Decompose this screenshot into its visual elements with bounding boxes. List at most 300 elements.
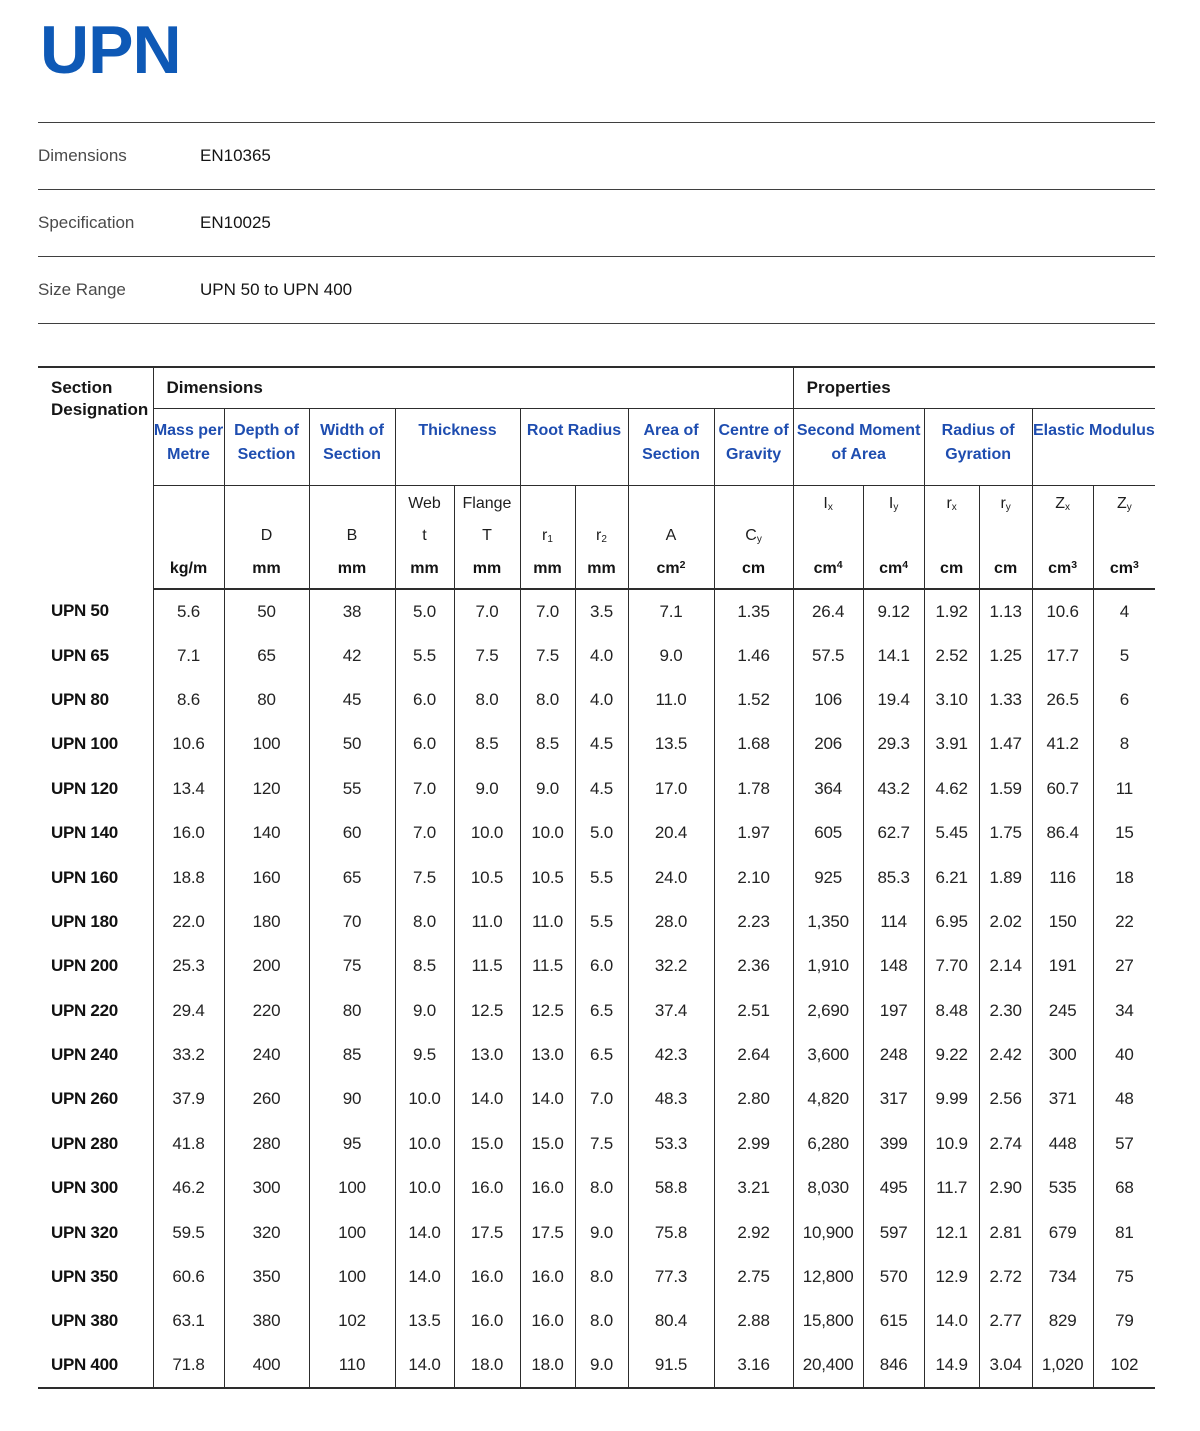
value-cell: 17.7 (1032, 633, 1093, 677)
value-cell: 28.0 (628, 900, 714, 944)
value-cell: 679 (1032, 1210, 1093, 1254)
value-cell: 7.0 (454, 589, 520, 633)
column-unit: mm (410, 560, 439, 577)
table-subheader-row (38, 408, 1155, 485)
value-cell: 7.70 (924, 944, 979, 988)
value-cell: 7.5 (520, 633, 575, 677)
value-cell: 280 (224, 1122, 309, 1166)
value-cell: 20,400 (793, 1344, 863, 1388)
value-cell: 11.5 (454, 944, 520, 988)
value-cell: 1.59 (979, 767, 1032, 811)
section-designation-cell: UPN 140 (38, 811, 153, 855)
column-top-label: Web (408, 494, 441, 512)
value-cell: 1.97 (714, 811, 793, 855)
value-cell: 114 (863, 900, 924, 944)
value-cell: 85 (309, 1033, 395, 1077)
table-row (38, 1255, 1155, 1299)
section-designation-cell: UPN 320 (38, 1210, 153, 1254)
value-cell: 300 (1032, 1033, 1093, 1077)
value-cell: 4.5 (575, 767, 628, 811)
value-cell: 70 (309, 900, 395, 944)
table-row (38, 944, 1155, 988)
subheader-radius-of-gyration: Radius of Gyration (924, 408, 1032, 485)
value-cell: 2.88 (714, 1299, 793, 1343)
value-cell: 14.0 (924, 1299, 979, 1343)
value-cell: 14.0 (395, 1255, 454, 1299)
value-cell: 9.12 (863, 589, 924, 633)
subheader-thickness: Thickness (395, 408, 520, 485)
table-row (38, 855, 1155, 899)
value-cell: 6.95 (924, 900, 979, 944)
value-cell: 2.30 (979, 989, 1032, 1033)
value-cell: 2.64 (714, 1033, 793, 1077)
column-top-label (521, 486, 575, 522)
column-symbol: r 2 (596, 527, 607, 545)
value-cell: 43.2 (863, 767, 924, 811)
value-cell: 14.0 (395, 1344, 454, 1388)
value-cell: 12.9 (924, 1255, 979, 1299)
value-cell: 18.8 (153, 855, 224, 899)
column-unit: cm (994, 560, 1018, 577)
column-unit: cm 3 (1109, 559, 1139, 577)
column-symbol: B (346, 527, 358, 544)
value-cell: 91.5 (628, 1344, 714, 1388)
table-body (38, 589, 1155, 1388)
value-cell: 81 (1093, 1210, 1155, 1254)
value-cell: 65 (224, 633, 309, 677)
section-designation-cell: UPN 180 (38, 900, 153, 944)
column-unit: cm 4 (879, 559, 909, 577)
value-cell: 71.8 (153, 1344, 224, 1388)
value-cell: 7.5 (395, 855, 454, 899)
value-cell: 2.51 (714, 989, 793, 1033)
value-cell: 8.0 (575, 1299, 628, 1343)
value-cell: 2.52 (924, 633, 979, 677)
value-cell: 60.6 (153, 1255, 224, 1299)
value-cell: 62.7 (863, 811, 924, 855)
value-cell: 9.0 (395, 989, 454, 1033)
value-cell: 15.0 (454, 1122, 520, 1166)
value-cell: 200 (224, 944, 309, 988)
value-cell: 2.02 (979, 900, 1032, 944)
value-cell: 10.0 (520, 811, 575, 855)
value-cell: 2.10 (714, 855, 793, 899)
value-cell: 14.1 (863, 633, 924, 677)
value-cell: 925 (793, 855, 863, 899)
value-cell: 11.0 (520, 900, 575, 944)
value-cell: 6.21 (924, 855, 979, 899)
value-cell: 4 (1093, 589, 1155, 633)
section-designation-cell: UPN 260 (38, 1077, 153, 1121)
value-cell: 2.99 (714, 1122, 793, 1166)
value-cell: 3.04 (979, 1344, 1032, 1388)
column-unit: cm (741, 560, 766, 577)
subheader-second-moment-of-area: Second Moment of Area (793, 408, 924, 485)
value-cell: 160 (224, 855, 309, 899)
column-unit: cm 3 (1048, 559, 1078, 577)
value-cell: 9.0 (628, 633, 714, 677)
value-cell: 8.6 (153, 678, 224, 722)
value-cell: 5.6 (153, 589, 224, 633)
value-cell: 102 (1093, 1344, 1155, 1388)
value-cell: 240 (224, 1033, 309, 1077)
column-symbol: t (422, 527, 427, 544)
value-cell: 18.0 (454, 1344, 520, 1388)
value-cell: 42.3 (628, 1033, 714, 1077)
value-cell: 6,280 (793, 1122, 863, 1166)
value-cell: 495 (863, 1166, 924, 1210)
value-cell: 1.25 (979, 633, 1032, 677)
table-symbol-unit-row (38, 485, 1155, 589)
value-cell: 37.9 (153, 1077, 224, 1121)
value-cell: 11.0 (628, 678, 714, 722)
value-cell: 42 (309, 633, 395, 677)
value-cell: 13.5 (395, 1299, 454, 1343)
value-cell: 86.4 (1032, 811, 1093, 855)
group-header-properties: Properties (793, 367, 1155, 408)
value-cell: 3.21 (714, 1166, 793, 1210)
value-cell: 9.99 (924, 1077, 979, 1121)
section-designation-cell: UPN 80 (38, 678, 153, 722)
table-row (38, 1344, 1155, 1388)
value-cell: 11.5 (520, 944, 575, 988)
value-cell: 1.35 (714, 589, 793, 633)
value-cell: 33.2 (153, 1033, 224, 1077)
table-row (38, 1122, 1155, 1166)
subheader-width-of-section: Width of Section (309, 408, 395, 485)
value-cell: 2.75 (714, 1255, 793, 1299)
value-cell: 1.33 (979, 678, 1032, 722)
column-top-label: Z y (1116, 494, 1132, 513)
value-cell: 14.0 (454, 1077, 520, 1121)
value-cell: 8.0 (520, 678, 575, 722)
table-group-header-row (38, 367, 1155, 408)
group-header-dimensions: Dimensions (153, 367, 793, 408)
value-cell: 2.23 (714, 900, 793, 944)
value-cell: 8 (1093, 722, 1155, 766)
column-top-label (310, 486, 395, 522)
value-cell: 40 (1093, 1033, 1155, 1077)
value-cell: 7.5 (575, 1122, 628, 1166)
value-cell: 6.0 (575, 944, 628, 988)
column-symbol-cell-rx (924, 485, 979, 589)
value-cell: 4.0 (575, 678, 628, 722)
value-cell: 60.7 (1032, 767, 1093, 811)
value-cell: 8.0 (395, 900, 454, 944)
value-cell: 399 (863, 1122, 924, 1166)
column-unit: mm (472, 560, 502, 577)
value-cell: 2.81 (979, 1210, 1032, 1254)
value-cell: 3.5 (575, 589, 628, 633)
subheader-depth-of-section: Depth of Section (224, 408, 309, 485)
value-cell: 58.8 (628, 1166, 714, 1210)
section-designation-cell: UPN 240 (38, 1033, 153, 1077)
value-cell: 16.0 (520, 1299, 575, 1343)
subheader-mass-per-metre: Mass per Metre (153, 408, 224, 485)
value-cell: 4.5 (575, 722, 628, 766)
info-row-dimensions (38, 122, 1155, 189)
value-cell: 829 (1032, 1299, 1093, 1343)
section-designation-cell: UPN 380 (38, 1299, 153, 1343)
value-cell: 4,820 (793, 1077, 863, 1121)
section-designation-cell: UPN 200 (38, 944, 153, 988)
value-cell: 120 (224, 767, 309, 811)
value-cell: 1.92 (924, 589, 979, 633)
section-designation-cell: UPN 120 (38, 767, 153, 811)
column-symbol-cell-width (309, 485, 395, 589)
column-unit: mm (337, 560, 367, 577)
value-cell: 2.36 (714, 944, 793, 988)
value-cell: 11.0 (454, 900, 520, 944)
column-symbol: r 1 (542, 527, 553, 545)
value-cell: 2.74 (979, 1122, 1032, 1166)
column-top-label (715, 486, 793, 522)
value-cell: 10.0 (395, 1166, 454, 1210)
info-value: EN10365 (200, 146, 271, 165)
value-cell: 535 (1032, 1166, 1093, 1210)
value-cell: 14.0 (395, 1210, 454, 1254)
value-cell: 75 (309, 944, 395, 988)
value-cell: 3,600 (793, 1033, 863, 1077)
value-cell: 448 (1032, 1122, 1093, 1166)
corner-header-section-designation: Section Designation (38, 367, 153, 589)
value-cell: 6.0 (395, 678, 454, 722)
value-cell: 7.0 (520, 589, 575, 633)
value-cell: 140 (224, 811, 309, 855)
column-symbol: D (260, 527, 273, 544)
value-cell: 1,020 (1032, 1344, 1093, 1388)
value-cell: 350 (224, 1255, 309, 1299)
value-cell: 3.16 (714, 1344, 793, 1388)
info-row-size-range (38, 256, 1155, 323)
value-cell: 7.0 (395, 767, 454, 811)
column-symbol-cell-mass (153, 485, 224, 589)
value-cell: 1.68 (714, 722, 793, 766)
value-cell: 10.0 (454, 811, 520, 855)
value-cell: 18 (1093, 855, 1155, 899)
table-row (38, 589, 1155, 633)
value-cell: 8,030 (793, 1166, 863, 1210)
value-cell: 15,800 (793, 1299, 863, 1343)
value-cell: 4.0 (575, 633, 628, 677)
column-symbol (1033, 522, 1093, 551)
value-cell: 11.7 (924, 1166, 979, 1210)
value-cell: 10,900 (793, 1210, 863, 1254)
info-label: Specification (38, 213, 135, 232)
value-cell: 53.3 (628, 1122, 714, 1166)
value-cell: 3.10 (924, 678, 979, 722)
column-symbol-cell-flange-thickness (454, 485, 520, 589)
table-row (38, 722, 1155, 766)
page-title: UPN (40, 12, 181, 88)
column-symbol-cell-iy (863, 485, 924, 589)
subheader-area-of-section: Area of Section (628, 408, 714, 485)
value-cell: 9.22 (924, 1033, 979, 1077)
column-unit: mm (533, 560, 562, 577)
value-cell: 2.56 (979, 1077, 1032, 1121)
value-cell: 206 (793, 722, 863, 766)
value-cell: 570 (863, 1255, 924, 1299)
value-cell: 63.1 (153, 1299, 224, 1343)
table-row (38, 1299, 1155, 1343)
value-cell: 371 (1032, 1077, 1093, 1121)
value-cell: 1,350 (793, 900, 863, 944)
section-designation-cell: UPN 50 (38, 589, 153, 633)
value-cell: 1.89 (979, 855, 1032, 899)
info-value: EN10025 (200, 213, 271, 232)
value-cell: 41.8 (153, 1122, 224, 1166)
value-cell: 2.42 (979, 1033, 1032, 1077)
value-cell: 14.9 (924, 1344, 979, 1388)
subheader-centre-of-gravity: Centre of Gravity (714, 408, 793, 485)
column-unit: kg/m (169, 560, 208, 577)
column-symbol: T (482, 527, 492, 544)
value-cell: 191 (1032, 944, 1093, 988)
value-cell: 597 (863, 1210, 924, 1254)
value-cell: 8.0 (575, 1255, 628, 1299)
value-cell: 25.3 (153, 944, 224, 988)
value-cell: 8.0 (454, 678, 520, 722)
value-cell: 17.0 (628, 767, 714, 811)
upn-section-table (38, 366, 1155, 1389)
section-designation-cell: UPN 400 (38, 1344, 153, 1388)
value-cell: 26.5 (1032, 678, 1093, 722)
value-cell: 5.45 (924, 811, 979, 855)
value-cell: 100 (224, 722, 309, 766)
column-symbol-cell-centre-gravity (714, 485, 793, 589)
value-cell: 68 (1093, 1166, 1155, 1210)
value-cell: 400 (224, 1344, 309, 1388)
info-list (38, 122, 1155, 324)
table-row (38, 1210, 1155, 1254)
value-cell: 24.0 (628, 855, 714, 899)
value-cell: 1.13 (979, 589, 1032, 633)
value-cell: 12.1 (924, 1210, 979, 1254)
info-label: Dimensions (38, 146, 127, 165)
content (38, 12, 1155, 1389)
value-cell: 7.5 (454, 633, 520, 677)
column-symbol-cell-depth (224, 485, 309, 589)
value-cell: 29.3 (863, 722, 924, 766)
info-row-specification (38, 189, 1155, 256)
value-cell: 10.6 (1032, 589, 1093, 633)
value-cell: 22.0 (153, 900, 224, 944)
value-cell: 220 (224, 989, 309, 1033)
value-cell: 1.47 (979, 722, 1032, 766)
table-row (38, 1077, 1155, 1121)
value-cell: 37.4 (628, 989, 714, 1033)
value-cell: 57.5 (793, 633, 863, 677)
value-cell: 5.5 (575, 900, 628, 944)
column-top-label: I x (823, 494, 833, 513)
value-cell: 13.0 (520, 1033, 575, 1077)
column-symbol: C y (745, 527, 762, 545)
column-top-label: Z x (1055, 494, 1070, 513)
value-cell: 32.2 (628, 944, 714, 988)
value-cell: 34 (1093, 989, 1155, 1033)
value-cell: 7.1 (628, 589, 714, 633)
column-symbol-cell-area (628, 485, 714, 589)
value-cell: 50 (224, 589, 309, 633)
column-top-label (225, 486, 309, 522)
value-cell: 48.3 (628, 1077, 714, 1121)
value-cell: 4.62 (924, 767, 979, 811)
value-cell: 13.5 (628, 722, 714, 766)
value-cell: 48 (1093, 1077, 1155, 1121)
section-designation-cell: UPN 160 (38, 855, 153, 899)
value-cell: 5.0 (395, 589, 454, 633)
value-cell: 300 (224, 1166, 309, 1210)
value-cell: 59.5 (153, 1210, 224, 1254)
subheader-root-radius: Root Radius (520, 408, 628, 485)
value-cell: 22 (1093, 900, 1155, 944)
column-unit: cm 4 (813, 559, 843, 577)
value-cell: 2.14 (979, 944, 1032, 988)
value-cell: 248 (863, 1033, 924, 1077)
value-cell: 100 (309, 1255, 395, 1299)
value-cell: 75.8 (628, 1210, 714, 1254)
value-cell: 16.0 (153, 811, 224, 855)
section-designation-cell: UPN 100 (38, 722, 153, 766)
column-symbol (1094, 522, 1156, 551)
value-cell: 734 (1032, 1255, 1093, 1299)
column-symbol-cell-web-thickness (395, 485, 454, 589)
value-cell: 150 (1032, 900, 1093, 944)
value-cell: 1.46 (714, 633, 793, 677)
column-symbol-cell-root-radius-2 (575, 485, 628, 589)
table-row (38, 900, 1155, 944)
table-row (38, 678, 1155, 722)
column-unit: cm 2 (656, 559, 686, 577)
table-row (38, 633, 1155, 677)
value-cell: 95 (309, 1122, 395, 1166)
column-unit: mm (587, 560, 616, 577)
value-cell: 7.0 (575, 1077, 628, 1121)
value-cell: 106 (793, 678, 863, 722)
value-cell: 80.4 (628, 1299, 714, 1343)
value-cell: 2.90 (979, 1166, 1032, 1210)
value-cell: 85.3 (863, 855, 924, 899)
value-cell: 2,690 (793, 989, 863, 1033)
section-designation-cell: UPN 300 (38, 1166, 153, 1210)
value-cell: 16.0 (520, 1166, 575, 1210)
value-cell: 9.0 (520, 767, 575, 811)
value-cell: 15 (1093, 811, 1155, 855)
value-cell: 260 (224, 1077, 309, 1121)
value-cell: 8.48 (924, 989, 979, 1033)
column-top-label: I y (888, 494, 899, 513)
column-top-label (154, 486, 224, 522)
value-cell: 1.78 (714, 767, 793, 811)
value-cell: 364 (793, 767, 863, 811)
value-cell: 6.0 (395, 722, 454, 766)
value-cell: 90 (309, 1077, 395, 1121)
value-cell: 100 (309, 1166, 395, 1210)
column-symbol (154, 522, 224, 551)
value-cell: 9.5 (395, 1033, 454, 1077)
column-top-label: r y (1000, 494, 1011, 513)
value-cell: 7.0 (395, 811, 454, 855)
value-cell: 11 (1093, 767, 1155, 811)
column-top-label: Flange (462, 494, 512, 512)
value-cell: 148 (863, 944, 924, 988)
value-cell: 317 (863, 1077, 924, 1121)
value-cell: 19.4 (863, 678, 924, 722)
value-cell: 41.2 (1032, 722, 1093, 766)
value-cell: 1.75 (979, 811, 1032, 855)
value-cell: 80 (309, 989, 395, 1033)
value-cell: 10.6 (153, 722, 224, 766)
